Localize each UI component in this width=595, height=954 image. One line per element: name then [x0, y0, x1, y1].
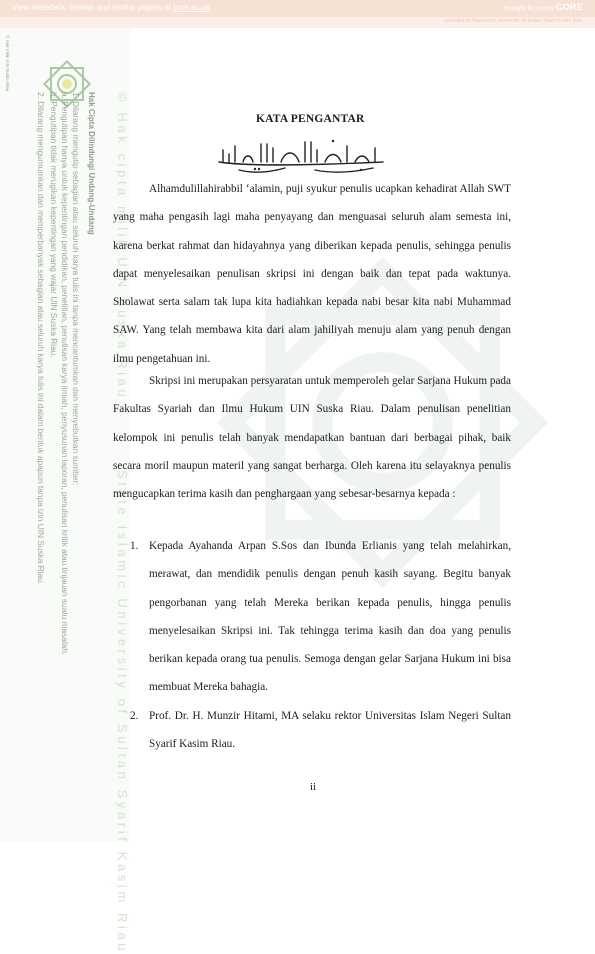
- hak-cipta-text: © Hak cipta milik UIN Suska Riau: [115, 92, 130, 401]
- copyright-line-3: b. Pengutipan tidak merugikan kepentingan yang wajar UIN Suska Riau.: [49, 92, 59, 358]
- list-number: 2.: [130, 709, 139, 722]
- page-title: KATA PENGANTAR: [256, 113, 365, 125]
- paragraph-2-text: Skripsi ini merupakan persyaratan untuk memperoleh gelar Sarjana Hukum pada Fakultas Syariah dan Ilmu Hukum UIN Suska Riau. Dalam penulisan penelitian kelompok ini penulis telah banyak mendapatkan bantuan dari berbagai pihak, baik secara moril maupun materil yang sangat berharga. Oleh karena itu selayaknya penulis mengucapkan terima kasih dan penghargaan yang sebesar-besarnya kepada :: [113, 375, 511, 501]
- list-item-text: Kepada Ayahanda Arpan S.Sos dan Ibunda Erlianis yang telah melahirkan, merawat, dan mendidik penulis dengan penuh kasih sayang. Begitu banyak pengorbanan yang telah Mereka berikan kepada penulis, hingga penulis menyelesaikan Skripsi ini. Tak tehingga terima kasih dan doa yang penulis berikan kepada orang tua penulis. Semoga dengan gelar Sarjana Hukum ini bisa membuat Mereka bahagia.: [149, 540, 511, 694]
- acknowledgement-list: [113, 532, 511, 758]
- list-item: [113, 702, 511, 759]
- list-item: [113, 532, 511, 702]
- core-logo: CORE: [555, 2, 583, 12]
- metadata-notice-text: View metadata, citation and similar papers at: [12, 3, 172, 12]
- copyright-line-4: 2. Dilarang mengumumkan dan memperbanyak sebagian atau seluruh karya tulis ini dalam bentuk apapun tanpa izin UIN Suska Riau.: [36, 92, 46, 586]
- copyright-line-1: 1. Dilarang mengutip sebagian atau seluruh karya tulis ini tanpa mencantumkan dan menyebutkan sumber:: [71, 92, 81, 486]
- core-link[interactable]: core.ac.uk: [173, 3, 211, 12]
- core-brand[interactable]: [504, 2, 583, 12]
- state-islamic-text: State Islamic University of Sultan Syarif Kasim Riau: [115, 470, 130, 954]
- basmalah-calligraphy-icon: [215, 136, 387, 178]
- list-number: 1.: [130, 540, 139, 552]
- paragraph-1-text: Alhamdulillahirabbil ‘alamin, puji syukur penulis ucapkan kehadirat Allah SWT yang maha pengasih lagi maha penyayang dan menguasai seluruh alam semesta ini, karena berkat rahmat dan hidayahnya yang diberikan kepada penulis, sehingga penulis dapat menyelesaikan penulisan skripsi ini dengan baik dan tepat pada waktunya. Sholawat serta salam tak lupa kita hadiahkan kepada nabi besar kita nabi Muhammad SAW. Yang telah membawa kita dari alam jahiliyah menuju alam yang penuh dengan ilmu pengetahuan ini.: [113, 183, 511, 365]
- paragraph-1: [113, 175, 511, 373]
- copyright-title: Hak Cipta Dilindungi Undang-Undang: [87, 92, 96, 235]
- copyright-line-2: a. Pengutipan hanya untuk kepentingan pendidikan, penelitian, penulisan karya ilmiah, penyusunan laporan, penulisan kritik atau tinjauan suatu masalah.: [60, 92, 70, 656]
- page-number: ii: [310, 781, 317, 793]
- provider-text: provided by Repository University Of Sultan Syarif Kasim Riau: [445, 18, 583, 24]
- brought-by-text: brought to you by: [503, 5, 554, 12]
- paragraph-2: [113, 367, 511, 508]
- metadata-notice: [12, 3, 210, 12]
- provider-bar: [0, 17, 595, 28]
- core-banner: [0, 0, 595, 17]
- sidebar-small-text: © Hak milik UIN Suska Riau: [5, 35, 10, 92]
- list-item-text: Prof. Dr. H. Munzir Hitami, MA selaku rektor Universitas Islam Negeri Sultan Syarif Kasim Riau.: [149, 709, 511, 751]
